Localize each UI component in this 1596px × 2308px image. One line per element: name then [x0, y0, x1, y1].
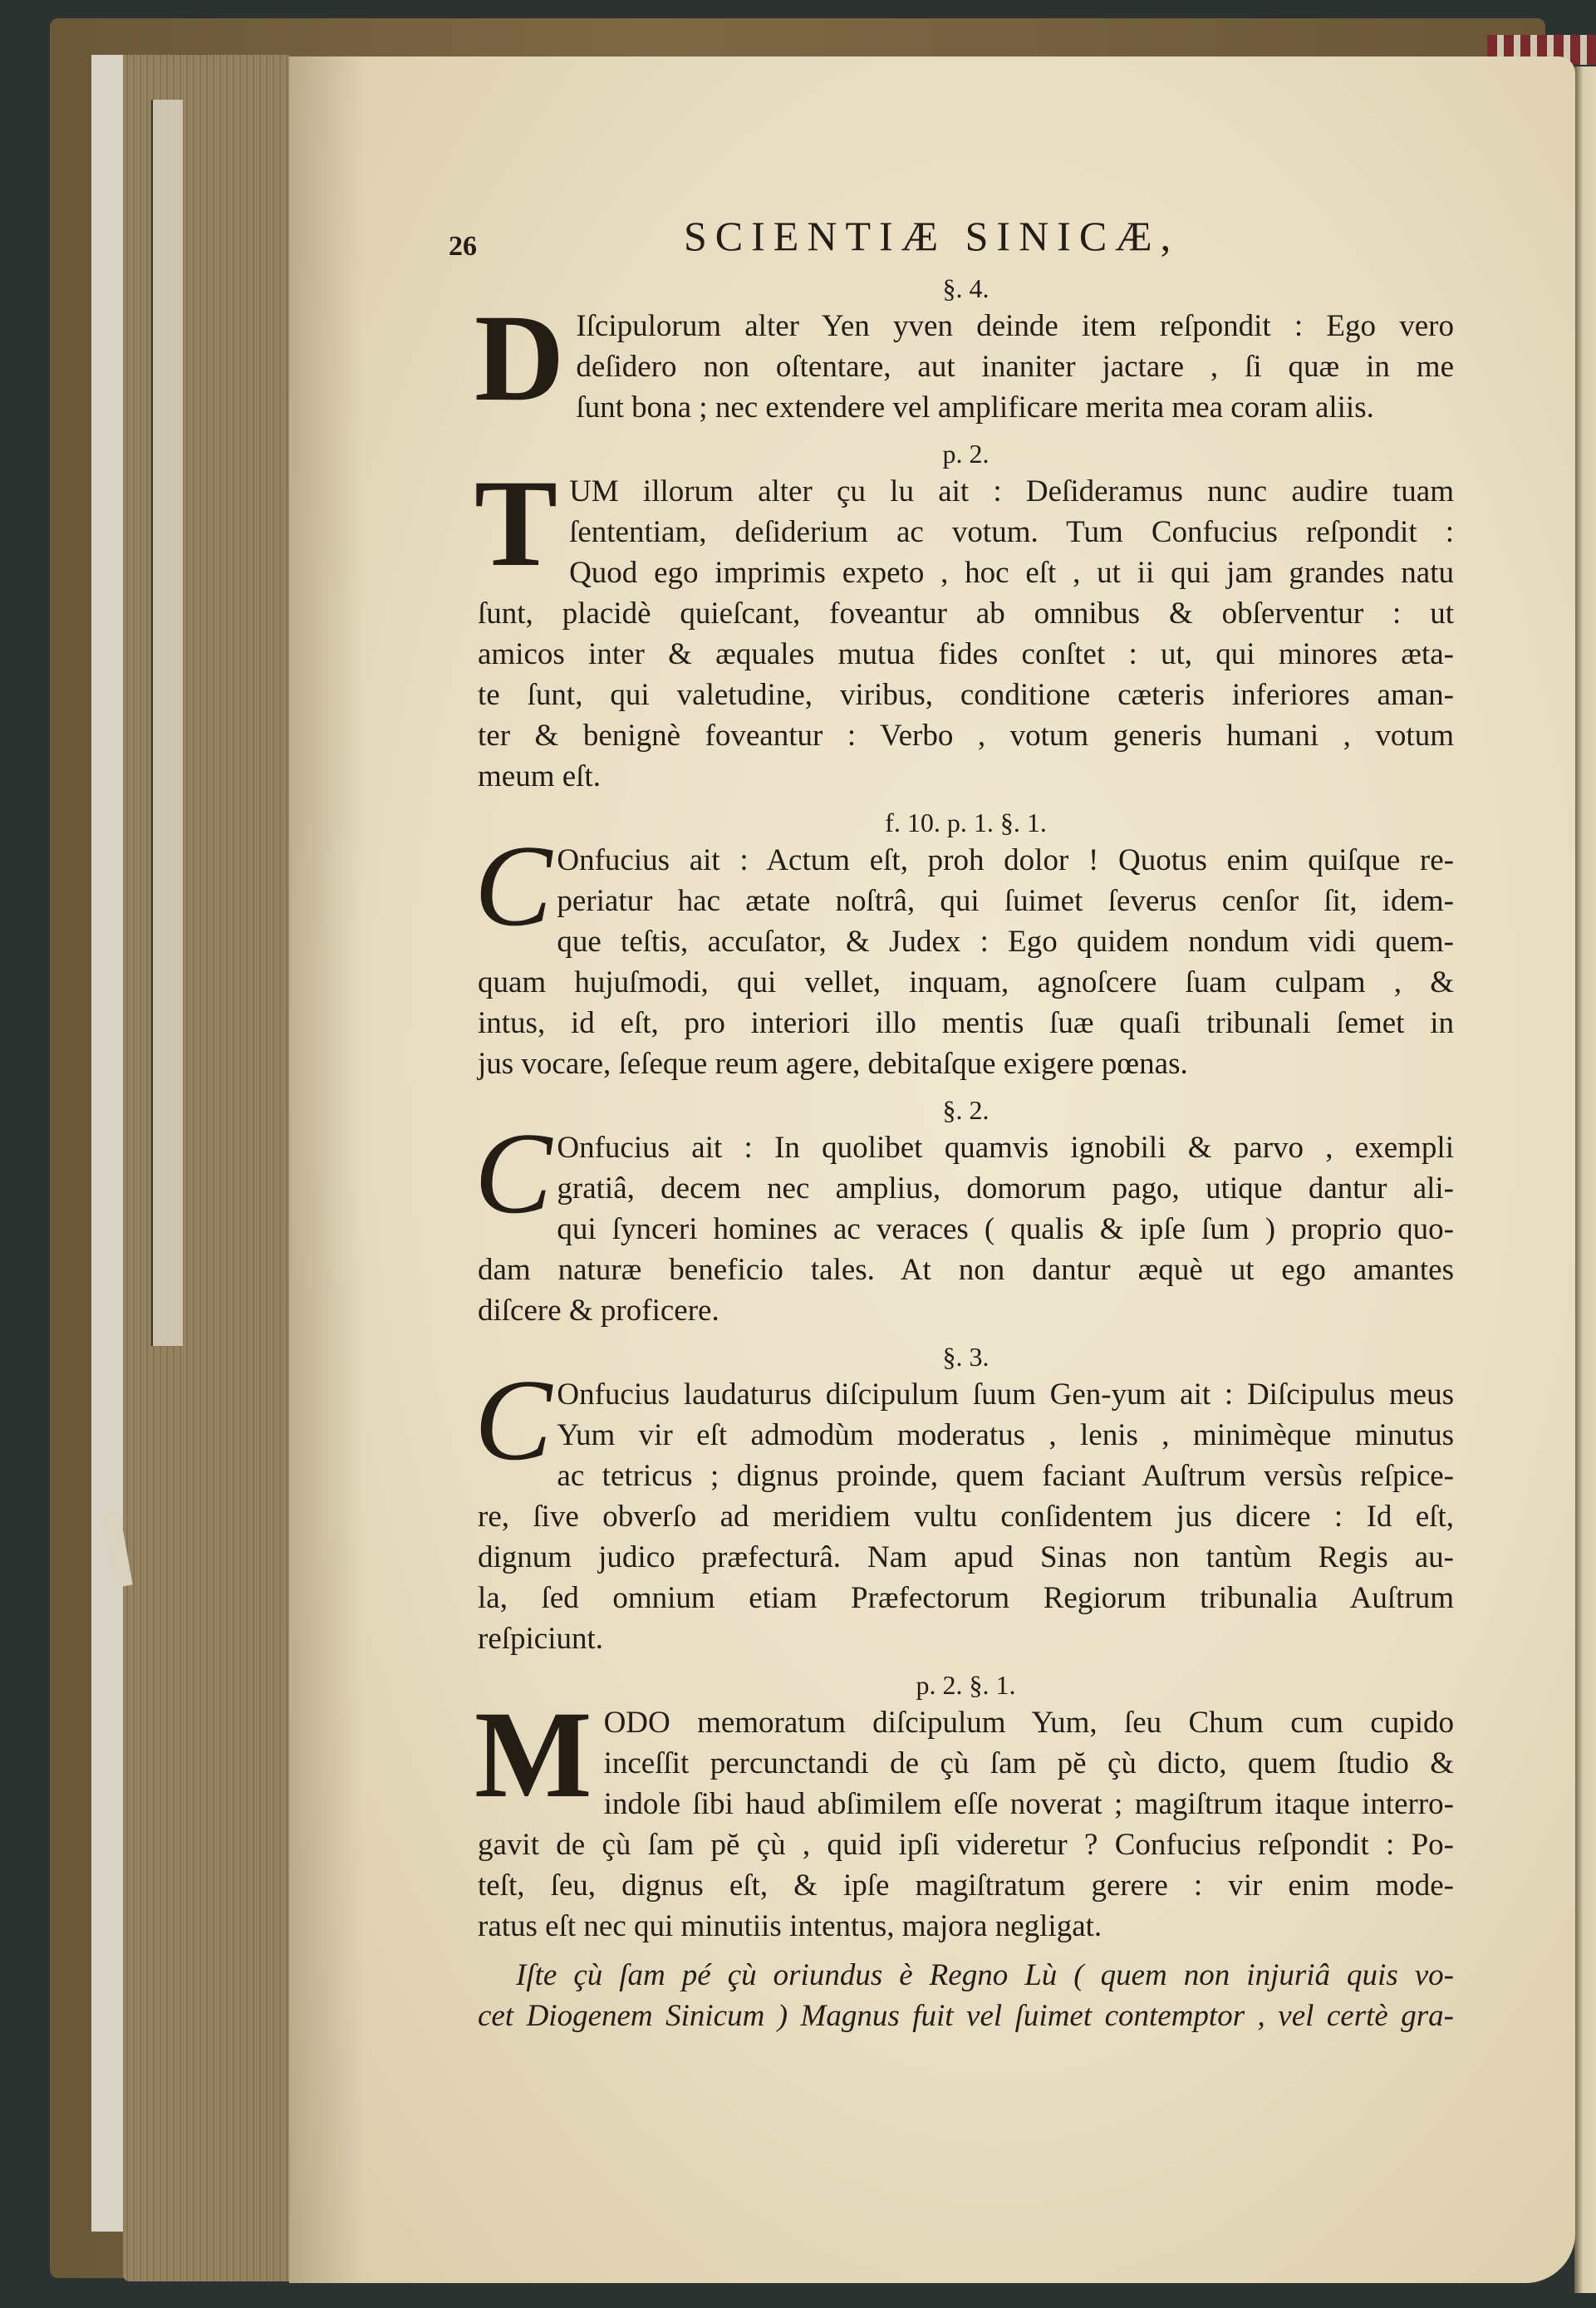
text-line: dam naturæ beneficio tales. At non dantur æquè ut ego amantes [478, 1253, 1454, 1287]
note-line: Iſte çù ſam pé çù oriundus è Regno Lù ( quem non injuriâ quis vo- [516, 1958, 1454, 1992]
text-line: ſunt, placidè quieſcant, foveantur ab omnibus & obſerventur : ut [478, 597, 1454, 631]
text-line: deſidero non oſtentare, aut inaniter jactare , ſi quæ in me [576, 350, 1454, 384]
text-line: Yum vir eſt admodùm moderatus , lenis , minimèque minutus [557, 1418, 1454, 1452]
text-line: Quod ego imprimis expeto , hoc eſt , ut ii qui jam grandes natu [569, 556, 1454, 590]
drop-capital: D [474, 289, 565, 427]
paragraph [474, 289, 1454, 428]
text-line: meum eſt. [478, 759, 601, 793]
text-line: ſunt bona ; nec extendere vel amplificare merita mea coram aliis. [576, 390, 1374, 425]
text-line: jus vocare, ſeſeque reum agere, debitaſque exigere pœnas. [478, 1047, 1188, 1081]
drop-capital: C [474, 822, 552, 950]
page-shadow [289, 56, 364, 2283]
inserted-paper-slip [151, 100, 183, 1346]
page-text [449, 213, 1454, 2045]
flyleaf [91, 55, 125, 2232]
text-line: intus, id eſt, pro interiori illo mentis ſuæ quaſi tribunali ſemet in [478, 1006, 1454, 1040]
section-heading: §. 3. [942, 1342, 990, 1372]
text-line: que teſtis, accuſator, & Judex : Ego quidem nondum vidi quem- [557, 925, 1454, 959]
text-line: ac tetricus ; dignus proinde, quem faciant Auſtrum versùs reſpice- [557, 1459, 1454, 1493]
running-head [449, 213, 1454, 269]
drop-capital: T [474, 454, 558, 592]
section-heading: p. 2. [942, 439, 990, 469]
section-heading: f. 10. p. 1. §. 1. [885, 808, 1047, 837]
text-line: reſpiciunt. [478, 1622, 604, 1656]
drop-capital: M [474, 1686, 592, 1824]
paragraph [474, 1356, 1454, 1659]
text-line: la, ſed omnium etiam Præfectorum Regiorum tribunalia Auſtrum [478, 1581, 1454, 1615]
section-heading: p. 2. §. 1. [916, 1670, 1016, 1700]
text-line: ODO memoratum diſcipulum Yum, ſeu Chum cum cupido [603, 1706, 1454, 1740]
text-line: UM illorum alter çu lu ait : Deſideramus nunc audire tuam [569, 474, 1454, 508]
text-line: qui ſynceri homines ac veraces ( qualis & ipſe ſum ) proprio quo- [557, 1212, 1454, 1246]
text-line: periatur hac ætate noſtrâ, qui ſuimet ſeverus cenſor ſit, idem- [557, 884, 1454, 918]
text-line: ter & benignè foveantur : Verbo , votum generis humani , votum [478, 719, 1454, 753]
note-paragraph [478, 1955, 1454, 2036]
text-line: dignum judico præfecturâ. Nam apud Sinas non tantùm Regis au- [478, 1540, 1454, 1574]
text-line: diſcere & proficere. [478, 1294, 719, 1328]
note-line: cet Diogenem Sinicum ) Magnus fuit vel ſuimet contemptor , vel certè gra- [478, 1999, 1454, 2033]
text-line: gratiâ, decem nec amplius, domorum pago, utique dantur ali- [557, 1171, 1454, 1206]
text-line: amicos inter & æquales mutua fides conſtet : ut, qui minores æta- [478, 637, 1454, 671]
page-number: 26 [449, 231, 477, 262]
text-line: quam hujuſmodi, qui vellet, inquam, agnoſcere ſuam culpam , & [478, 965, 1454, 999]
section-heading: §. 2. [942, 1095, 990, 1125]
paragraph [474, 1686, 1454, 1947]
running-title: SCIENTIÆ SINICÆ, [684, 213, 1180, 259]
text-line: teſt, ſeu, dignus eſt, & ipſe magiſtratum gerere : vir enim mode- [478, 1868, 1454, 1903]
page-edges [123, 55, 289, 2281]
drop-capital: C [474, 1109, 552, 1238]
paragraph [474, 1109, 1454, 1331]
text-line: ratus eſt nec qui minutiis intentus, majora negligat. [478, 1909, 1102, 1943]
text-line: indole ſibi haud abſimilem eſſe noverat ; magiſtrum itaque interro- [603, 1787, 1454, 1821]
text-line: Onfucius laudaturus diſcipulum ſuum Gen-yum ait : Diſcipulus meus [557, 1377, 1454, 1412]
drop-capital: C [474, 1356, 552, 1485]
text-line: ſententiam, deſiderium ac votum. Tum Confucius reſpondit : [569, 515, 1454, 549]
text-line: Iſcipulorum alter Yen yven deinde item reſpondit : Ego vero [576, 309, 1454, 343]
text-line: re, ſive obverſo ad meridiem vultu conſidentem jus dicere : Id eſt, [478, 1500, 1454, 1534]
text-line: te ſunt, qui valetudine, viribus, conditione cæteris inferiores aman- [478, 678, 1454, 712]
facing-page-gutter [1574, 66, 1596, 2293]
text-line: gavit de çù ſam pĕ çù , quid ipſi videretur ? Confucius reſpondit : Po- [478, 1828, 1454, 1862]
text-line: Onfucius ait : In quolibet quamvis ignobili & parvo , exempli [557, 1131, 1454, 1165]
section-heading: §. 4. [942, 273, 990, 303]
text-line: inceſſit percunctandi de çù ſam pĕ çù dicto, quem ſtudio & [603, 1746, 1454, 1780]
text-line: Onfucius ait : Actum eſt, proh dolor ! Quotus enim quiſque re- [557, 843, 1454, 877]
sections [474, 271, 1454, 1947]
